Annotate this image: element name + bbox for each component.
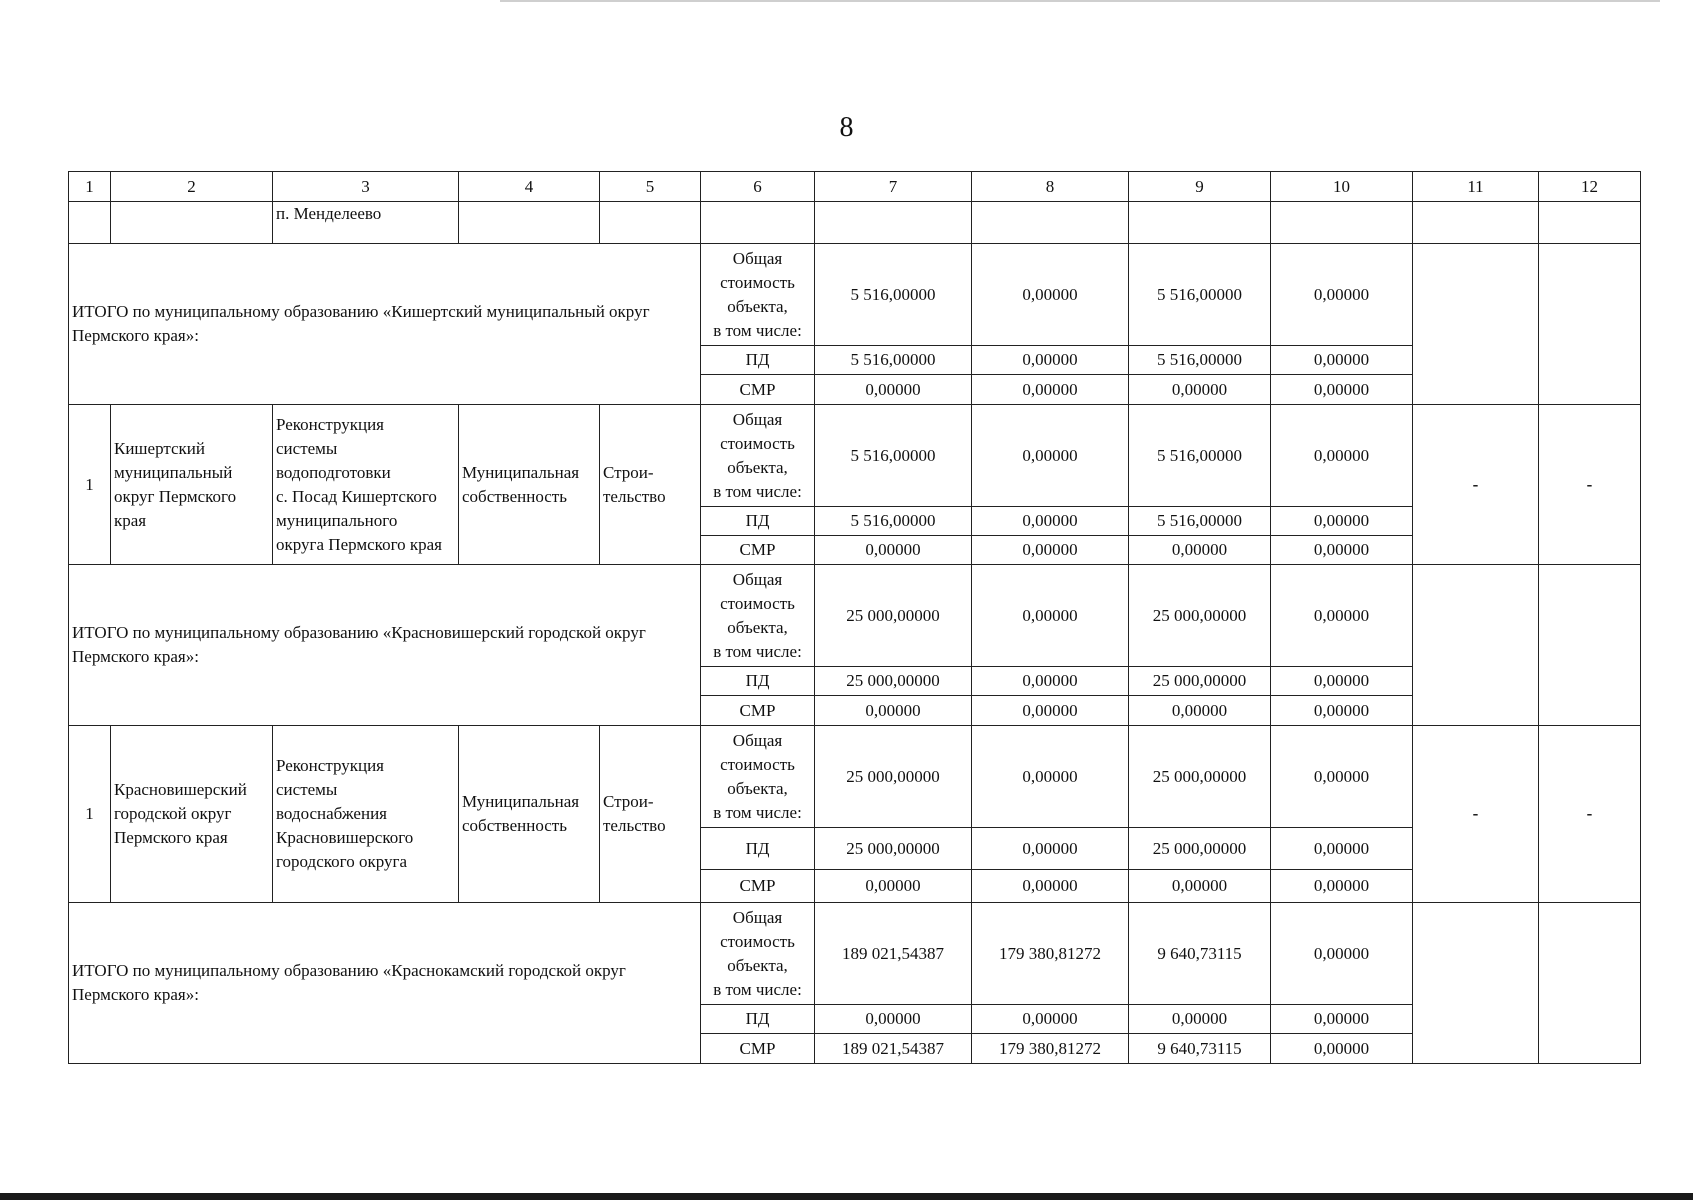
value-cell: 189 021,54387 xyxy=(815,1034,972,1064)
value-cell: 0,00000 xyxy=(1271,1005,1413,1034)
col12-dash: - xyxy=(1539,726,1641,903)
value-cell: 0,00000 xyxy=(972,244,1129,346)
value-cell: 0,00000 xyxy=(1271,244,1413,346)
column-header-4: 4 xyxy=(459,172,600,202)
value-cell: 25 000,00000 xyxy=(1129,726,1271,828)
value-cell: 0,00000 xyxy=(972,828,1129,870)
value-cell: 0,00000 xyxy=(972,346,1129,375)
pd-label: ПД xyxy=(701,346,815,375)
total-row-cost xyxy=(69,903,1641,1005)
value-cell: 0,00000 xyxy=(1271,828,1413,870)
item-row-cost xyxy=(69,405,1641,507)
value-cell: 0,00000 xyxy=(815,1005,972,1034)
cell xyxy=(815,202,972,244)
total-row-cost xyxy=(69,565,1641,667)
value-cell: 0,00000 xyxy=(1271,1034,1413,1064)
continuation-row xyxy=(69,202,1641,244)
column-header-8: 8 xyxy=(972,172,1129,202)
cell xyxy=(459,202,600,244)
ownership-type: Муниципальная собственность xyxy=(459,405,600,565)
total-cost-label: Общая стоимость объекта, в том числе: xyxy=(701,903,815,1005)
cell xyxy=(1539,565,1641,726)
page-number: 8 xyxy=(839,112,854,143)
value-cell: 25 000,00000 xyxy=(1129,828,1271,870)
total-row-cost xyxy=(69,244,1641,346)
value-cell: 0,00000 xyxy=(815,375,972,405)
column-header-6: 6 xyxy=(701,172,815,202)
col11-dash: - xyxy=(1413,726,1539,903)
column-header-11: 11 xyxy=(1413,172,1539,202)
value-cell: 0,00000 xyxy=(1129,1005,1271,1034)
value-cell: 0,00000 xyxy=(972,696,1129,726)
value-cell: 25 000,00000 xyxy=(1129,667,1271,696)
value-cell: 5 516,00000 xyxy=(815,405,972,507)
value-cell: 0,00000 xyxy=(1271,667,1413,696)
row-number: 1 xyxy=(69,405,111,565)
value-cell: 0,00000 xyxy=(1271,903,1413,1005)
value-cell: 25 000,00000 xyxy=(815,726,972,828)
object-name: Реконструкция системы водоснабжения Красновишерского городского округа xyxy=(273,726,459,903)
column-header-7: 7 xyxy=(815,172,972,202)
value-cell: 5 516,00000 xyxy=(1129,405,1271,507)
value-cell: 0,00000 xyxy=(972,375,1129,405)
cell xyxy=(1539,202,1641,244)
smr-label: СМР xyxy=(701,375,815,405)
pd-label: ПД xyxy=(701,1005,815,1034)
value-cell: 0,00000 xyxy=(1271,536,1413,565)
pd-label: ПД xyxy=(701,828,815,870)
ownership-type: Муниципальная собственность xyxy=(459,726,600,903)
cell xyxy=(972,202,1129,244)
value-cell: 9 640,73115 xyxy=(1129,903,1271,1005)
work-type: Строи- тельство xyxy=(600,405,701,565)
value-cell: 179 380,81272 xyxy=(972,903,1129,1005)
cell xyxy=(600,202,701,244)
cell xyxy=(111,202,273,244)
pd-label: ПД xyxy=(701,507,815,536)
value-cell: 179 380,81272 xyxy=(972,1034,1129,1064)
smr-label: СМР xyxy=(701,696,815,726)
column-header-5: 5 xyxy=(600,172,701,202)
budget-table xyxy=(68,171,1641,1064)
value-cell: 25 000,00000 xyxy=(815,828,972,870)
object-name-cell: п. Менделеево xyxy=(273,202,459,244)
municipality-total-label: ИТОГО по муниципальному образованию «Краснокамский городской округ Пермского края»: xyxy=(69,903,701,1064)
value-cell: 0,00000 xyxy=(972,667,1129,696)
cell xyxy=(1539,903,1641,1064)
value-cell: 5 516,00000 xyxy=(815,346,972,375)
smr-label: СМР xyxy=(701,870,815,903)
value-cell: 0,00000 xyxy=(815,870,972,903)
value-cell: 0,00000 xyxy=(972,536,1129,565)
total-cost-label: Общая стоимость объекта, в том числе: xyxy=(701,726,815,828)
value-cell: 25 000,00000 xyxy=(815,667,972,696)
bottom-scan-edge xyxy=(0,1193,1693,1200)
municipality-total-label: ИТОГО по муниципальному образованию «Кишертский муниципальный округ Пермского края»: xyxy=(69,244,701,405)
cell xyxy=(701,202,815,244)
cell xyxy=(1413,202,1539,244)
cell xyxy=(1129,202,1271,244)
cell xyxy=(69,202,111,244)
pd-label: ПД xyxy=(701,667,815,696)
cell xyxy=(1539,244,1641,405)
value-cell: 0,00000 xyxy=(972,1005,1129,1034)
value-cell: 0,00000 xyxy=(1271,870,1413,903)
value-cell: 0,00000 xyxy=(972,507,1129,536)
column-header-row xyxy=(69,172,1641,202)
value-cell: 0,00000 xyxy=(1271,565,1413,667)
total-cost-label: Общая стоимость объекта, в том числе: xyxy=(701,565,815,667)
value-cell: 0,00000 xyxy=(815,536,972,565)
value-cell: 0,00000 xyxy=(1129,870,1271,903)
value-cell: 5 516,00000 xyxy=(1129,346,1271,375)
value-cell: 0,00000 xyxy=(972,565,1129,667)
smr-label: СМР xyxy=(701,1034,815,1064)
municipality-name: Красновишерский городской округ Пермского края xyxy=(111,726,273,903)
value-cell: 0,00000 xyxy=(1129,696,1271,726)
column-header-10: 10 xyxy=(1271,172,1413,202)
value-cell: 0,00000 xyxy=(1271,405,1413,507)
value-cell: 5 516,00000 xyxy=(815,244,972,346)
value-cell: 0,00000 xyxy=(815,696,972,726)
value-cell: 0,00000 xyxy=(1271,726,1413,828)
value-cell: 0,00000 xyxy=(1271,346,1413,375)
col11-dash: - xyxy=(1413,405,1539,565)
column-header-12: 12 xyxy=(1539,172,1641,202)
column-header-2: 2 xyxy=(111,172,273,202)
value-cell: 25 000,00000 xyxy=(815,565,972,667)
value-cell: 5 516,00000 xyxy=(815,507,972,536)
work-type: Строи- тельство xyxy=(600,726,701,903)
value-cell: 0,00000 xyxy=(972,405,1129,507)
column-header-1: 1 xyxy=(69,172,111,202)
value-cell: 25 000,00000 xyxy=(1129,565,1271,667)
top-scan-rule xyxy=(500,0,1660,2)
value-cell: 0,00000 xyxy=(1129,536,1271,565)
cell xyxy=(1271,202,1413,244)
value-cell: 0,00000 xyxy=(972,726,1129,828)
item-row-cost xyxy=(69,726,1641,828)
col12-dash: - xyxy=(1539,405,1641,565)
value-cell: 0,00000 xyxy=(1271,696,1413,726)
municipality-total-label: ИТОГО по муниципальному образованию «Красновишерский городской округ Пермского края»: xyxy=(69,565,701,726)
cell xyxy=(1413,565,1539,726)
value-cell: 9 640,73115 xyxy=(1129,1034,1271,1064)
column-header-9: 9 xyxy=(1129,172,1271,202)
value-cell: 5 516,00000 xyxy=(1129,244,1271,346)
row-number: 1 xyxy=(69,726,111,903)
value-cell: 0,00000 xyxy=(972,870,1129,903)
object-name: Реконструкция системы водоподготовки с. Посад Кишертского муниципального округа Пермского края xyxy=(273,405,459,565)
total-cost-label: Общая стоимость объекта, в том числе: xyxy=(701,244,815,346)
cell xyxy=(1413,244,1539,405)
smr-label: СМР xyxy=(701,536,815,565)
column-header-3: 3 xyxy=(273,172,459,202)
value-cell: 0,00000 xyxy=(1271,507,1413,536)
value-cell: 5 516,00000 xyxy=(1129,507,1271,536)
value-cell: 0,00000 xyxy=(1129,375,1271,405)
total-cost-label: Общая стоимость объекта, в том числе: xyxy=(701,405,815,507)
value-cell: 189 021,54387 xyxy=(815,903,972,1005)
cell xyxy=(1413,903,1539,1064)
municipality-name: Кишертский муниципальный округ Пермского края xyxy=(111,405,273,565)
value-cell: 0,00000 xyxy=(1271,375,1413,405)
